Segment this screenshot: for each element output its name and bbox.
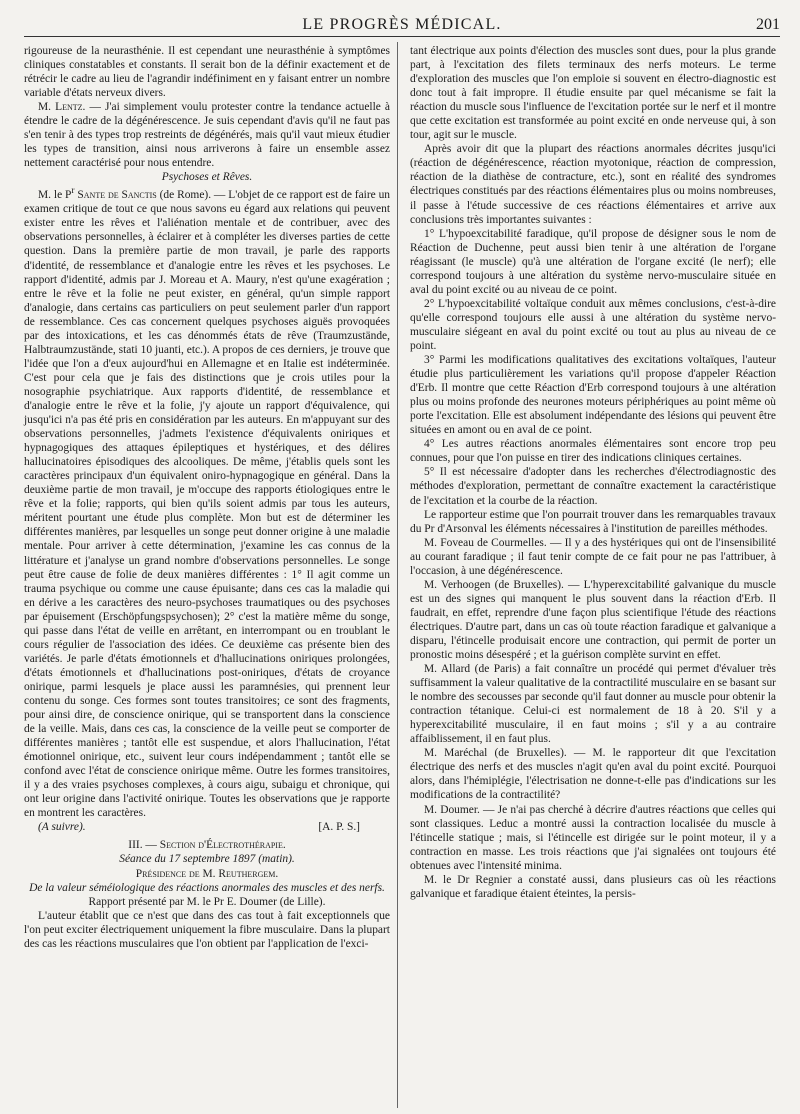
to-be-continued: (A suivre). <box>38 821 86 834</box>
column-divider <box>397 42 398 1108</box>
paragraph: M. Allard (de Paris) a fait connaître un procédé qui permet d'évaluer très suffisamment la valeur qualitative de la contractilité musculaire en se basant sur le nombre des secousses par seconde qu'il faut donner au muscle pour obtenir la contraction tétanique. Celui-ci est normalement de 18 à 20. S'il y a hyperexcitabilité musculaire, il en faut moins ; s'il y a au contraire affaiblissement, il en faut plus. <box>410 663 776 746</box>
section-title: III. — Section d'Électrothérapie. <box>128 839 286 852</box>
section-heading: Psychoses et Rêves. <box>161 171 253 184</box>
paragraph: M. Foveau de Courmelles. — Il y a des hystériques qui ont de l'insensibilité au courant faradique ; il faut tenir compte de ce fait pour ne pas l'attribuer, à l'occasion, à une dégénérescence. <box>410 536 776 577</box>
page-number: 201 <box>756 16 780 33</box>
paragraph: M. Verhoogen (de Bruxelles). — L'hyperexcitabilité galvanique du muscle est un des signes qui manquent le plus souvent dans la réaction d'Erb. Il faudrait, en effet, reprendre d'une façon plus scientifique l'étude des réactions électriques. D'autre part, dans un cas où toute réaction faradique et galvanique a disparu, l'étincelle produisait encore une contraction, qui permit de porter un pronostic moins désespéré ; et la guérison complète survint en effet. <box>410 578 776 662</box>
running-header <box>24 16 780 37</box>
paragraph: 2° L'hypoexcitabilité voltaïque conduit aux mêmes conclusions, c'est-à-dire qu'elle correspond toujours elle aussi à une altération du système nervo-musculaire siégeant en aval du point excité ou tout au plus au niveau de ce point. <box>410 297 776 352</box>
paragraph: M. Lentz. — J'ai simplement voulu protester contre la tendance actuelle à étendre le cadre de la dégénérescence. Je suis cependant d'avis qu'il ne faut pas s'en tenir à des types trop restreints de dégénérés, mais qu'il vaut mieux étudier les types de transition, ainsi nous arriverons à faire un ensemble assez nettement caractérisé pour nous entendre. <box>24 101 391 170</box>
signature: [A. P. S.] <box>318 821 360 834</box>
paragraph: 3° Parmi les modifications qualitatives des excitations voltaïques, l'auteur étudie plus particulièrement les variations qu'il propose d'appeler Réaction d'Erb. Il montre que cette Réaction d'Erb correspond toujours à une altération plus ou moins profonde des neurones moteurs périphériques au point même où porte l'excitation. Elle est absolument indépendante des lésions qui peuvent être situées en amont ou en aval de ce point. <box>410 354 776 437</box>
paragraph: 4° Les autres réactions anormales élémentaires sont encore trop peu connues, pour que l'on puisse en tirer des indications cliniques certaines. <box>410 438 776 465</box>
paragraph: 5° Il est nécessaire d'adopter dans les recherches d'électrodiagnostic des méthodes d'exploration, permettant de connaître exactement la caractéristique de l'excitation et la courbe de la réaction. <box>410 466 776 507</box>
presidency: Présidence de M. Reuthergem. <box>135 867 279 880</box>
speaker-name: Sante de Sanctis <box>74 189 157 202</box>
paragraph: M. Maréchal (de Bruxelles). — M. le rapporteur dit que l'excitation électrique des nerfs et des muscles n'agit qu'en aval du point excité. Pourquoi alors, dans l'hémiplégie, l'électrisation ne donne-t-elle pas d'indications sur les modifications de la contractilité? <box>410 747 776 802</box>
right-column <box>410 44 776 901</box>
journal-title: LE PROGRÈS MÉDICAL. <box>302 16 502 33</box>
report-author: Rapport présenté par M. le Pr E. Doumer (de Lille). <box>88 895 326 908</box>
paragraph: Le rapporteur estime que l'on pourrait trouver dans les remarquables travaux du Pr d'Arsonval les éléments nécessaires à l'institution de pareilles méthodes. <box>410 508 776 535</box>
left-column <box>24 44 390 951</box>
paragraph: Après avoir dit que la plupart des réactions anormales décrites jusqu'ici (réaction de dégénérescence, réaction myotonique, réaction de compression, réaction de la diathèse de contracture, etc.), sont en réalité des syndromes électriques constitués par des réactions élémentaires plus ou moins nombreuses, il passe à l'étude successive de ces réactions élémentaires et arrive aux conclusions très importantes suivantes : <box>410 143 776 226</box>
paragraph: M. le Dr Regnier a constaté aussi, dans plusieurs cas où les réactions galvanique et faradique étaient éteintes, la persis- <box>410 873 776 900</box>
paragraph: M. Doumer. — Je n'ai pas cherché à décrire d'autres réactions que celles qui sont classiques. Leduc a montré aussi la contraction localisée du muscle à l'étincelle statique ; mais, si l'étincelle est dirigée sur le point moteur, il y a contraction en masse. Les trois réactions que j'ai signalées ont toujours été obtenues avec l'intensité minima. <box>410 803 776 872</box>
paragraph: M. le $P^r$ Sante de Sanctis (de Rome). — L'objet de ce rapport est de faire un examen critique de tout ce que nous savons eu égard aux relations qui peuvent exister entre les rêves et l'aliénation mentale et de contribuer, avec des observations personnelles, à éclairer et à compléter les diverses parties de cette question. Dans la première partie de mon travail, je parle des rapports d'identité, de ressemblance et d'analogie entre les rêves et les psychoses. Le rapport d'identité, admis par J. Moreau et A. Maury, n'est qu'une exagération ; entre le rêve et la folie ne peut exister, en général, qu'un simple rapport d'analogie, dans certains cas particuliers on peut seulement parler d'un rapport de ressemblance. Ces cas concernent quelques psychoses aiguës provoquées par des intoxications, et les cas dénommés états de rêve (Traumzustände, Halbtraumzustände, stati 10 juanti, etc.). A propos de ces derniers, je trouve que l'idée que l'on a d'eux aujourd'hui en Allemagne et en Italie est indéterminée. C'est pour cela que je fais des distinctions que je crois utiles pour la nosographie psychiatrique. Aux rapports d'identité, de ressemblance et d'analogie entre le rêve et la folie, j'y ajoute un rapport d'équivalence, qui jusqu'ici n'a pas été pris en considération par les auteurs. En m'appuyant sur des observations personnelles, j'admets l'existence d'équivalents oniriques et hypnagogiques des attaques épileptiques et hystériques, et des délires hallucinatoires épisodiques des alcooliques. De même, j'établis quels sont les caractères principaux d'un équivalent oniro-hypnagogique en général. Dans la deuxième partie de mon travail, je m'occupe des rapports étiologiques entre le rêve et la folie; rapports, qui bien qu'ils soient admis par tous les auteurs, méritent pourtant une étude plus complète. Mon but est de déterminer les différentes manières, par lesquelles un songe peut donner origine à une maladie mentale. Pour arriver à cette détermination, j'examine les cas connus de la littérature et j'analyse un grand nombre d'observations personnelles. Le songe peut être cause de folie de deux manières différentes : 1° Il agit comme un trauma psychique ou comme une cause épuisante; dans ces cas la maladie qui en dérive a les caractères des neuro-psychoses traumatiques ou des psychoses par épuisement (Erschöpfungspsychosen); 2° c'est la matière même du songe, qui passe dans l'état de veille en arrêtant, en interrompant ou en troublant le cours régulier de l'association des idées. Ce deuxième cas présente bien des variétés. Je parle d'états émotionnels et d'hallucinations oniriques prolongées, d'états émotionnels et d'hallucinations post-oniriques, d'états de croyance onirique, parmi lesquels je place aussi les paramnésies, qui prennent leur contenu du songe. Ces formes sont toutes transitoires; ce sont des fragments, pour ainsi dire, de conscience onirique, qui se transportent dans la conscience de la veille. Mais, dans ces cas, la conscience de la veille peut se comporter de différentes manières ; tantôt elle est suspendue, et alors l'hallucination, l'état émotionnel onirique, etc., suivent leur cours indépendamment ; tantôt elle se confond avec l'état de conscience onirique même. Outre les formes transitoires, il y a des vraies psychoses complexes, à cours aigu, subaigu et chronique, qui ont leur origine dans l'activité onirique. Toutes les observations que je rapporte en montrent les caractères. <box>24 185 391 820</box>
session-date: Séance du 17 septembre 1897 (matin). <box>119 853 295 866</box>
paragraph: 1° L'hypoexcitabilité faradique, qu'il propose de désigner sous le nom de Réaction de Duchenne, peut aussi bien tenir à une altération de l'organe réagissant (le muscle) qu'à une altération de l'organe excité (le nerf); elle correspond toujours à une altération du système nervo-musculaire située en aval du point excité ou au niveau de ce point. <box>410 227 776 296</box>
speaker-name: M. Lentz. <box>38 101 86 114</box>
paragraph: tant électrique aux points d'élection des muscles sont dues, pour la plus grande part, à l'excitation des filets terminaux des nerfs moteurs. Le terme d'exploration des muscles que l'on emploie si souvent en électro-diagnostic est donc tout à fait impropre. Il étudie ensuite par quel mécanisme se fait la réaction du muscle sous l'influence de l'excitation portée sur le nerf et il montre que cette excitation est transformée au point excité en onde nerveuse qui, à son tour, agit sur le muscle. <box>410 45 776 142</box>
paragraph: rigoureuse de la neurasthénie. Il est cependant une neurasthénie à symptômes cliniques constatables et constants. Il serait bon de la définir exactement et de rétrécir le cadre au lieu de l'agrandir indéfiniment en y faisant entrer un nombre variable d'états nerveux divers. <box>24 45 390 100</box>
paragraph: L'auteur établit que ce n'est que dans des cas tout à fait exceptionnels que l'on peut exciter électriquement uniquement la fibre musculaire. Dans la plupart des cas les réactions musculaires que l'on obtient par l'application de l'exci- <box>24 909 390 950</box>
report-topic: De la valeur séméiologique des réactions anormales des muscles et des nerfs. <box>29 881 385 894</box>
continuation-line <box>24 820 390 834</box>
